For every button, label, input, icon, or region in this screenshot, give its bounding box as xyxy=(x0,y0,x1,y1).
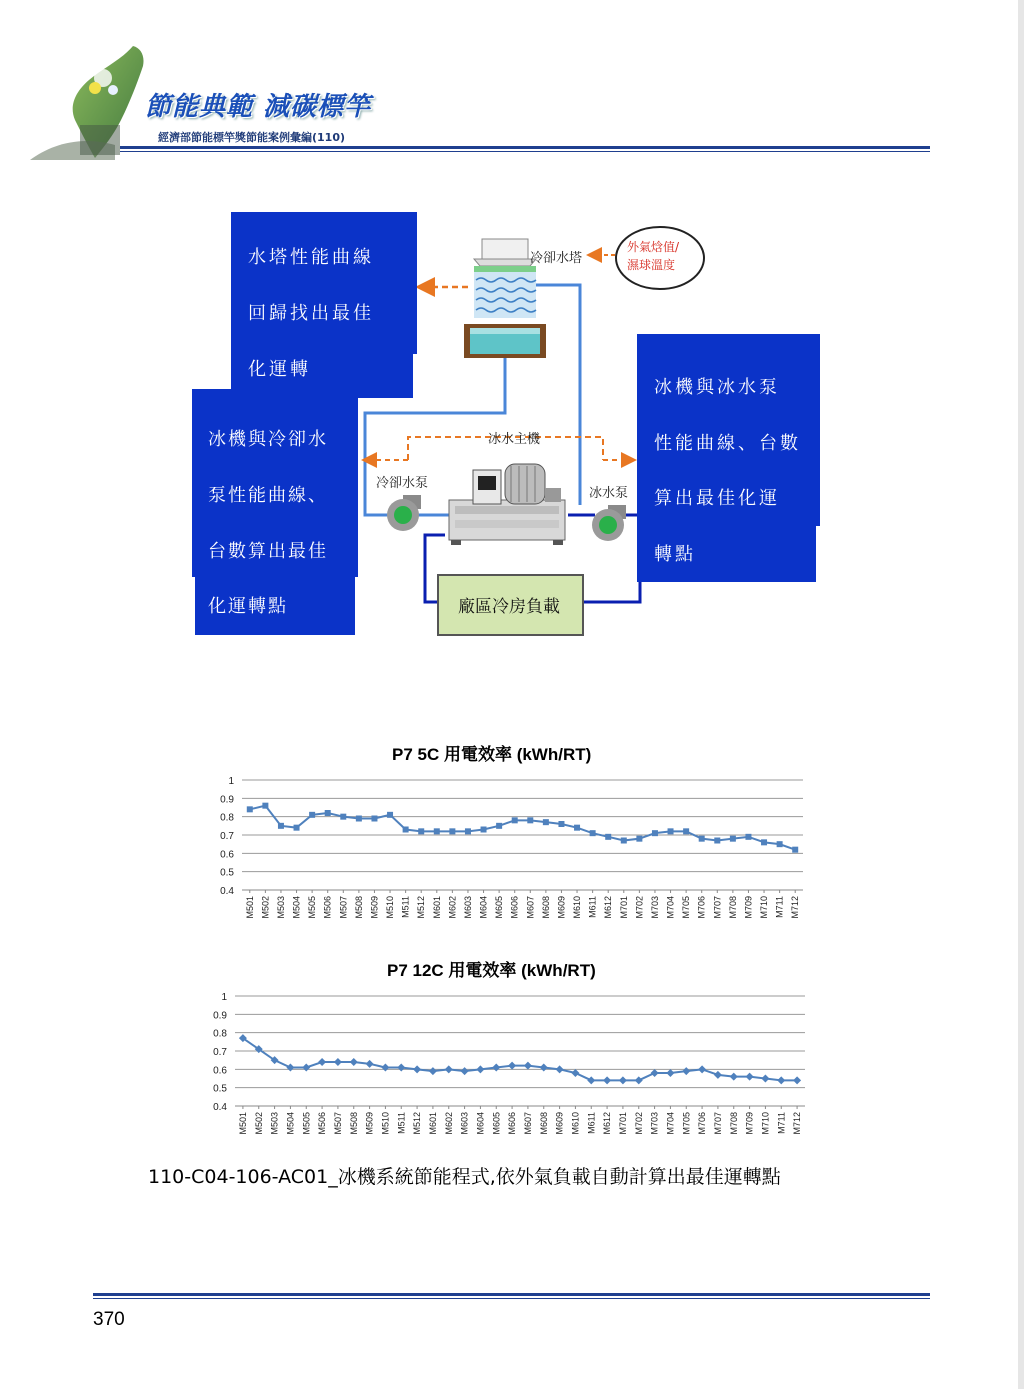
data-point xyxy=(434,828,440,834)
x-tick-label: M606 xyxy=(507,1112,518,1135)
data-point xyxy=(651,1069,659,1077)
data-point xyxy=(777,841,783,847)
data-point xyxy=(777,1076,785,1084)
x-tick-label: M502 xyxy=(260,896,271,919)
x-tick-label: M508 xyxy=(353,896,364,919)
data-point xyxy=(278,823,284,829)
chilled-box-line1: 冰機與冰水泵 xyxy=(654,377,780,398)
cooling-tower-label: 冷卻水塔 xyxy=(530,251,583,266)
y-tick-label: 0.4 xyxy=(220,886,234,897)
x-tick-label: M712 xyxy=(792,1112,803,1135)
x-tick-label: M509 xyxy=(369,896,380,919)
data-point xyxy=(247,806,253,812)
x-tick-label: M504 xyxy=(285,1112,296,1135)
x-tick-label: M604 xyxy=(475,1112,486,1135)
x-tick-label: M707 xyxy=(712,1112,723,1135)
chart2-plot xyxy=(195,986,820,1151)
data-point xyxy=(621,838,627,844)
data-point xyxy=(387,812,393,818)
data-point xyxy=(340,814,346,820)
x-tick-label: M502 xyxy=(253,1112,264,1135)
x-tick-label: M607 xyxy=(525,896,536,919)
x-tick-label: M511 xyxy=(400,896,411,918)
data-point xyxy=(418,828,424,834)
logo-title: 節能典範 減碳標竿 xyxy=(145,92,372,122)
x-tick-label: M610 xyxy=(572,896,583,919)
data-point xyxy=(496,823,502,829)
x-tick-label: M509 xyxy=(364,1112,375,1135)
x-tick-label: M607 xyxy=(522,1112,533,1135)
data-point xyxy=(605,834,611,840)
x-tick-label: M601 xyxy=(431,896,442,919)
y-tick-label: 0.9 xyxy=(213,1010,227,1022)
data-point xyxy=(397,1064,405,1072)
x-tick-label: M506 xyxy=(322,896,333,919)
x-tick-label: M705 xyxy=(681,896,692,919)
data-point xyxy=(558,821,564,827)
x-tick-label: M510 xyxy=(385,896,396,919)
data-point xyxy=(465,828,471,834)
data-point xyxy=(792,847,798,853)
chilled-box-line2: 性能曲線、台數 xyxy=(654,433,801,454)
data-point xyxy=(524,1062,532,1070)
data-point xyxy=(730,836,736,842)
logo-subtitle: 經濟部節能標竿獎節能案例彙編(110) xyxy=(158,131,346,144)
cooling-box-line3: 台數算出最佳 xyxy=(208,541,328,562)
data-point xyxy=(635,1076,643,1084)
x-tick-label: M703 xyxy=(649,1112,660,1135)
data-point xyxy=(461,1067,469,1075)
x-tick-label: M611 xyxy=(586,1112,597,1134)
y-tick-label: 0.5 xyxy=(220,867,234,879)
x-tick-label: M506 xyxy=(317,1112,328,1135)
y-tick-label: 0.4 xyxy=(213,1102,227,1113)
data-point xyxy=(590,830,596,836)
data-point xyxy=(492,1064,500,1072)
x-tick-label: M711 xyxy=(776,1112,787,1134)
data-point xyxy=(666,1069,674,1077)
data-point xyxy=(761,1075,769,1083)
series-line xyxy=(243,1038,797,1080)
data-point xyxy=(481,827,487,833)
data-point xyxy=(652,830,658,836)
data-point xyxy=(512,817,518,823)
outdoor-label-line2: 濕球溫度 xyxy=(627,258,676,272)
tower-box-line1: 水塔性能曲線 xyxy=(248,247,374,268)
x-tick-label: M512 xyxy=(416,896,427,919)
x-tick-label: M702 xyxy=(634,896,645,919)
x-tick-label: M603 xyxy=(462,896,473,919)
x-tick-label: M602 xyxy=(443,1112,454,1135)
data-point xyxy=(668,828,674,834)
chilled-water-pump-label: 冰水泵 xyxy=(589,486,629,501)
data-point xyxy=(556,1065,564,1073)
x-tick-label: M706 xyxy=(696,896,707,919)
x-tick-label: M707 xyxy=(712,896,723,919)
data-point xyxy=(527,817,533,823)
x-tick-label: M601 xyxy=(427,1112,438,1135)
y-tick-label: 0.8 xyxy=(220,812,234,824)
tower-box-line2: 回歸找出最佳 xyxy=(248,303,374,324)
cooling-box-line4: 化運轉點 xyxy=(208,596,288,617)
x-tick-label: M609 xyxy=(556,896,567,919)
x-tick-label: M608 xyxy=(540,896,551,919)
data-point xyxy=(571,1069,579,1077)
x-tick-label: M710 xyxy=(759,896,770,919)
x-tick-label: M712 xyxy=(790,896,801,919)
chiller-icon xyxy=(445,460,570,546)
data-point xyxy=(413,1065,421,1073)
x-tick-label: M608 xyxy=(538,1112,549,1135)
data-point xyxy=(508,1062,516,1070)
series-line xyxy=(250,806,795,850)
cooling-water-pump-label: 冷卻水泵 xyxy=(376,476,429,491)
data-point xyxy=(381,1064,389,1072)
x-tick-label: M501 xyxy=(237,1112,248,1135)
data-point xyxy=(403,827,409,833)
x-tick-label: M511 xyxy=(396,1112,407,1134)
data-point xyxy=(698,1065,706,1073)
data-point xyxy=(334,1058,342,1066)
x-tick-label: M505 xyxy=(307,896,318,919)
chilled-box-line3: 算出最佳化運 xyxy=(654,488,780,509)
data-point xyxy=(761,839,767,845)
data-point xyxy=(587,1076,595,1084)
x-tick-label: M701 xyxy=(617,1112,628,1135)
x-tick-label: M508 xyxy=(348,1112,359,1135)
x-tick-label: M709 xyxy=(743,896,754,919)
chart1-title: P7 5C 用電效率 (kWh/RT) xyxy=(392,745,592,764)
x-tick-label: M604 xyxy=(478,896,489,919)
x-tick-label: M702 xyxy=(633,1112,644,1135)
x-tick-label: M706 xyxy=(697,1112,708,1135)
x-tick-label: M708 xyxy=(728,1112,739,1135)
x-tick-label: M704 xyxy=(665,1112,676,1135)
x-tick-label: M709 xyxy=(744,1112,755,1135)
data-point xyxy=(309,812,315,818)
data-point xyxy=(445,1065,453,1073)
data-point xyxy=(745,834,751,840)
x-tick-label: M507 xyxy=(338,896,349,919)
cooling-load-label: 廠區冷房負載 xyxy=(458,597,560,617)
x-tick-label: M708 xyxy=(727,896,738,919)
y-tick-label: 0.7 xyxy=(213,1047,227,1058)
x-tick-label: M711 xyxy=(774,896,785,918)
data-point xyxy=(574,825,580,831)
x-tick-label: M701 xyxy=(618,896,629,919)
cooling-water-pump-icon xyxy=(385,493,425,533)
y-tick-label: 0.7 xyxy=(220,831,234,842)
data-point xyxy=(429,1067,437,1075)
data-point xyxy=(302,1064,310,1072)
data-point xyxy=(699,836,705,842)
x-tick-label: M611 xyxy=(587,896,598,918)
x-tick-label: M602 xyxy=(447,896,458,919)
data-point xyxy=(350,1058,358,1066)
data-point xyxy=(356,816,362,822)
data-point xyxy=(543,819,549,825)
x-tick-label: M507 xyxy=(332,1112,343,1135)
x-tick-label: M705 xyxy=(681,1112,692,1135)
x-tick-label: M503 xyxy=(275,896,286,919)
page-number: 370 xyxy=(93,1309,125,1330)
tower-box-line3: 化運轉 xyxy=(248,359,311,380)
data-point xyxy=(793,1076,801,1084)
data-point xyxy=(286,1064,294,1072)
y-tick-label: 1 xyxy=(228,776,234,787)
x-tick-label: M710 xyxy=(760,1112,771,1135)
chilled-water-pump-icon xyxy=(590,503,630,543)
y-tick-label: 0.8 xyxy=(213,1028,227,1040)
y-tick-label: 0.6 xyxy=(220,849,234,861)
x-tick-label: M609 xyxy=(554,1112,565,1135)
figure-caption: 110-C04-106-AC01_冰機系統節能程式,依外氣負載自動計算出最佳運轉點 xyxy=(148,1166,781,1188)
y-tick-label: 0.6 xyxy=(213,1065,227,1077)
chart1-plot xyxy=(200,770,820,935)
data-point xyxy=(325,810,331,816)
x-tick-label: M610 xyxy=(570,1112,581,1135)
x-tick-label: M505 xyxy=(301,1112,312,1135)
tower-curve-box xyxy=(231,212,417,354)
chart2-title: P7 12C 用電效率 (kWh/RT) xyxy=(387,961,596,980)
data-point xyxy=(746,1073,754,1081)
cooling-box-line1: 冰機與冷卻水 xyxy=(208,429,328,450)
y-tick-label: 0.9 xyxy=(220,794,234,806)
x-tick-label: M605 xyxy=(491,1112,502,1135)
x-tick-label: M504 xyxy=(291,896,302,919)
data-point xyxy=(540,1064,548,1072)
data-point xyxy=(714,838,720,844)
data-point xyxy=(714,1071,722,1079)
data-point xyxy=(619,1076,627,1084)
x-tick-label: M605 xyxy=(494,896,505,919)
x-tick-label: M704 xyxy=(665,896,676,919)
x-tick-label: M703 xyxy=(649,896,660,919)
footer-rule-thin xyxy=(93,1298,930,1299)
data-point xyxy=(603,1076,611,1084)
cooling-box-line2: 泵性能曲線、 xyxy=(208,485,328,506)
data-point xyxy=(449,828,455,834)
x-tick-label: M510 xyxy=(380,1112,391,1135)
x-tick-label: M603 xyxy=(459,1112,470,1135)
data-point xyxy=(730,1073,738,1081)
data-point xyxy=(262,803,268,809)
data-point xyxy=(682,1067,690,1075)
data-point xyxy=(366,1060,374,1068)
data-point xyxy=(683,828,689,834)
x-tick-label: M612 xyxy=(602,1112,613,1135)
data-point xyxy=(294,825,300,831)
chilled-box-line4: 轉點 xyxy=(654,544,696,565)
y-tick-label: 1 xyxy=(221,992,227,1003)
data-point xyxy=(636,836,642,842)
chiller-label: 冰水主機 xyxy=(488,432,541,447)
x-tick-label: M512 xyxy=(412,1112,423,1135)
y-tick-label: 0.5 xyxy=(213,1083,227,1095)
x-tick-label: M606 xyxy=(509,896,520,919)
data-point xyxy=(476,1065,484,1073)
x-tick-label: M503 xyxy=(269,1112,280,1135)
data-point xyxy=(318,1058,326,1066)
x-tick-label: M612 xyxy=(603,896,614,919)
outdoor-label-line1: 外氣焓值/ xyxy=(627,240,680,254)
data-point xyxy=(371,816,377,822)
footer-rule xyxy=(93,1293,930,1296)
x-tick-label: M501 xyxy=(244,896,255,919)
